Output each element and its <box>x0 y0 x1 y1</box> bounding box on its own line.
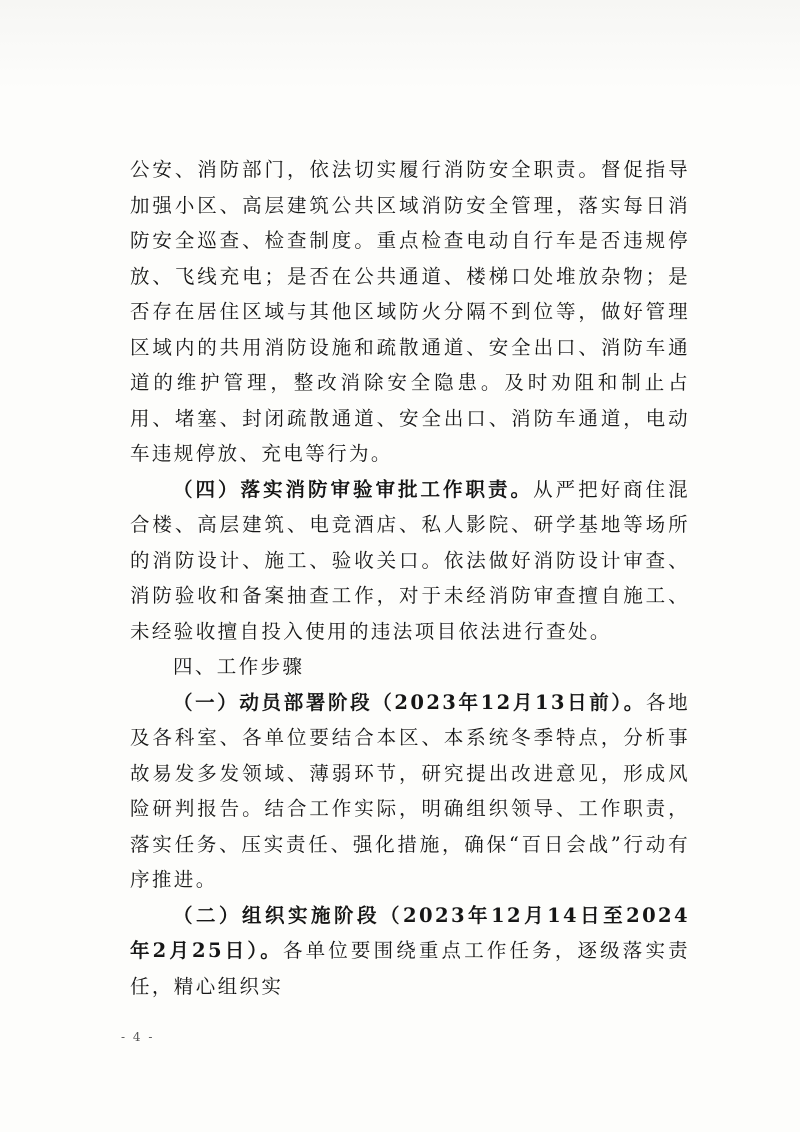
paragraph-text: 各地及各科室、各单位要结合本区、本系统冬季特点，分析事故易发多发领域、薄弱环节，研究提出改进意见，形成风险研判报告。结合工作实际，明确组织领导、工作职责，落实任务、压实责任、强化措施，确保“百日会战”行动有序推进。 <box>130 690 690 891</box>
paragraph-text: 从严把好商住混合楼、高层建筑、电竞酒店、私人影院、研学基地等场所的消防设计、施工、验收关口。依法做好消防设计审查、消防验收和备案抽查工作，对于未经消防审查擅自施工、未经验收擅自投入使用的违法项目依法进行查处。 <box>130 477 690 643</box>
paragraph-heading: （一）动员部署阶段（2023年12月13日前）。 <box>173 690 646 714</box>
heading-text: 四、工作步骤 <box>173 655 305 678</box>
page-number: - 4 - <box>121 1030 155 1044</box>
paragraph-fire-safety-duties <box>130 152 690 472</box>
paragraph-text: 各单位要围绕重点工作任务，逐级落实责任，精心组织实 <box>130 939 691 998</box>
section-heading-work-steps <box>130 649 690 685</box>
document-body <box>130 152 690 1004</box>
scan-shading <box>0 0 800 90</box>
paragraph-heading: （四）落实消防审验审批工作职责。 <box>173 477 534 501</box>
paragraph-section-4-approval <box>130 472 690 650</box>
paragraph-step-1-mobilization <box>130 685 690 898</box>
paragraph-step-2-implementation <box>130 898 690 1005</box>
paragraph-heading: （二）组织实施阶段（2023年12月14日至2024年2月25日）。 <box>130 903 690 962</box>
paragraph-text: 公安、消防部门，依法切实履行消防安全职责。督促指导加强小区、高层建筑公共区域消防安全管理，落实每日消防安全巡查、检查制度。重点检查电动自行车是否违规停放、飞线充电；是否在公共通道、楼梯口处堆放杂物；是否存在居住区域与其他区域防火分隔不到位等，做好管理区域内的共用消防设施和疏散通道、安全出口、消防车通道的维护管理，整改消除安全隐患。及时劝阻和制止占用、堵塞、封闭疏散通道、安全出口、消防车通道，电动车违规停放、充电等行为。 <box>130 158 690 465</box>
